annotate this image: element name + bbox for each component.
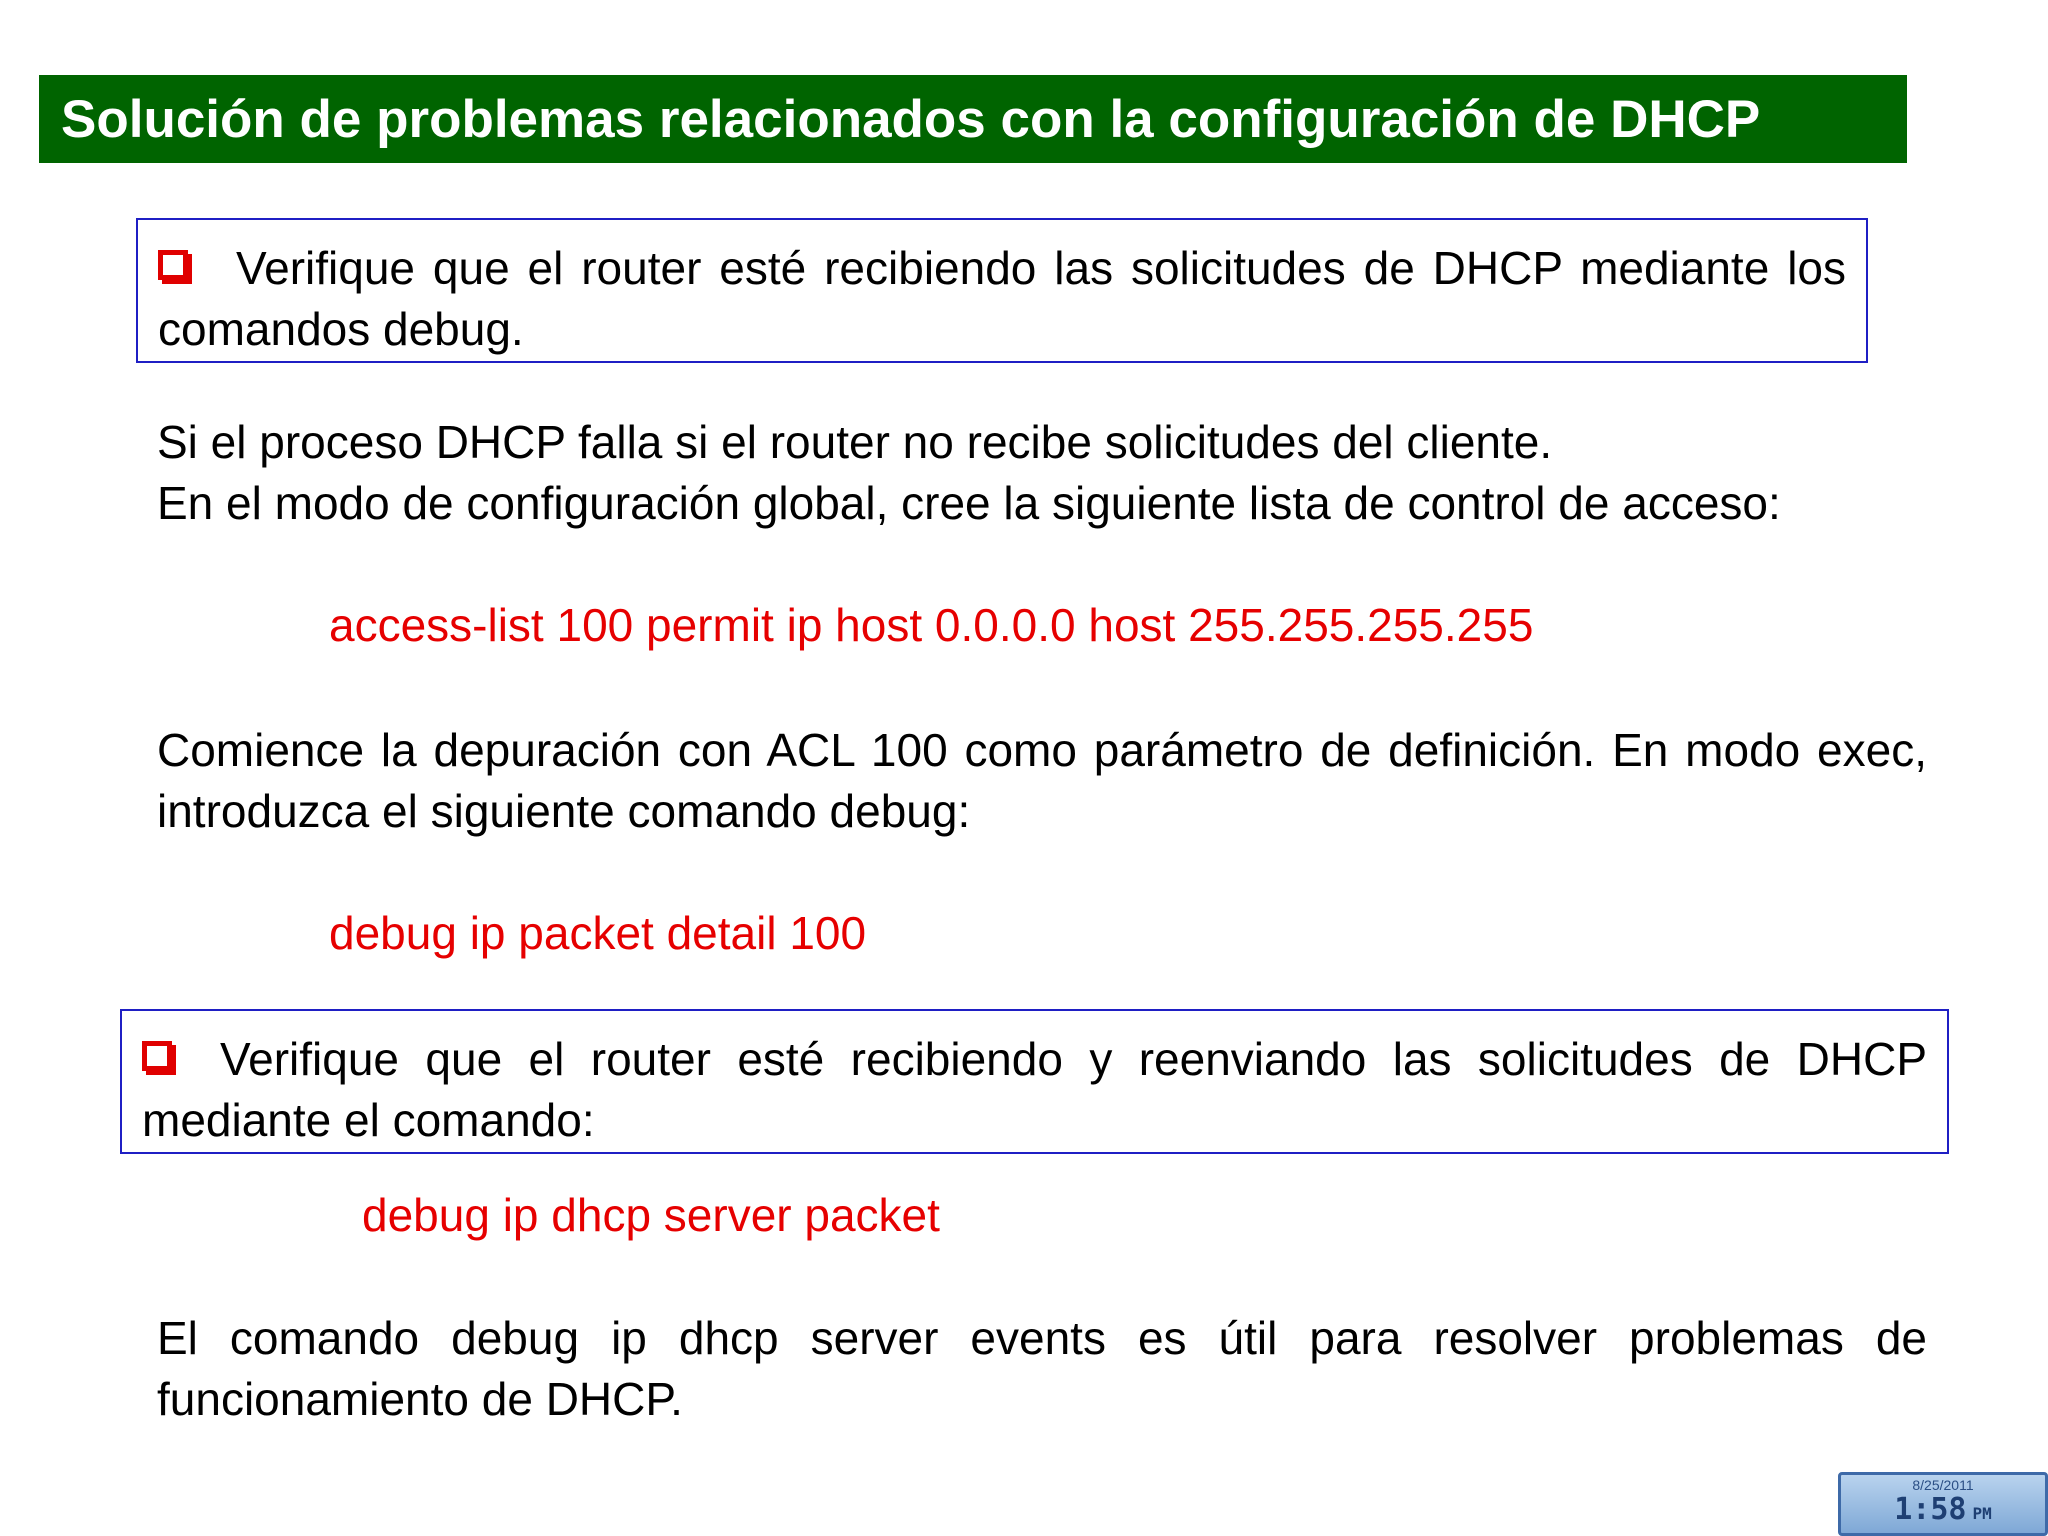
- paragraph-1-line-2: En el modo de configuración global, cree la siguiente lista de control de acceso:: [157, 477, 1781, 529]
- paragraph-1-line-1: Si el proceso DHCP falla si el router no recibe solicitudes del cliente.: [157, 416, 1553, 468]
- bullet-text-2-content: Verifique que el router esté recibiendo y reenviando las solicitudes de DHCP mediante el comando:: [142, 1033, 1927, 1146]
- paragraph-1: [157, 412, 1927, 534]
- paragraph-3: [157, 1308, 1927, 1430]
- paragraph-2-text: Comience la depuración con ACL 100 como parámetro de definición. En modo exec, introduzca el siguiente comando debug:: [157, 724, 1927, 837]
- command-access-list: access-list 100 permit ip host 0.0.0.0 host 255.255.255.255: [329, 599, 1534, 651]
- taskbar-clock[interactable]: [1838, 1472, 2048, 1536]
- paragraph-3-text: El comando debug ip dhcp server events es útil para resolver problemas de funcionamiento de DHCP.: [157, 1312, 1927, 1425]
- clock-time-value: 1:58: [1894, 1492, 1967, 1527]
- paragraph-2: [157, 720, 1927, 842]
- bullet-text-2: [142, 1029, 1927, 1151]
- clock-time: [1841, 1493, 2045, 1531]
- slide-title: Solución de problemas relacionados con la configuración de DHCP: [61, 89, 1761, 149]
- square-bullet-icon: [158, 250, 188, 280]
- bullet-text-1: [158, 238, 1846, 360]
- bullet-box-1: [136, 218, 1868, 363]
- square-bullet-icon: [142, 1041, 172, 1071]
- command-debug-ip-packet: debug ip packet detail 100: [329, 907, 867, 959]
- command-debug-dhcp-server: debug ip dhcp server packet: [362, 1189, 940, 1241]
- slide-title-bar: [39, 75, 1907, 163]
- bullet-text-1-content: Verifique que el router esté recibiendo las solicitudes de DHCP mediante los comandos debug.: [158, 242, 1846, 355]
- clock-date: 8/25/2011: [1912, 1477, 1974, 1493]
- bullet-box-2: [120, 1009, 1949, 1154]
- clock-ampm: PM: [1972, 1504, 1992, 1523]
